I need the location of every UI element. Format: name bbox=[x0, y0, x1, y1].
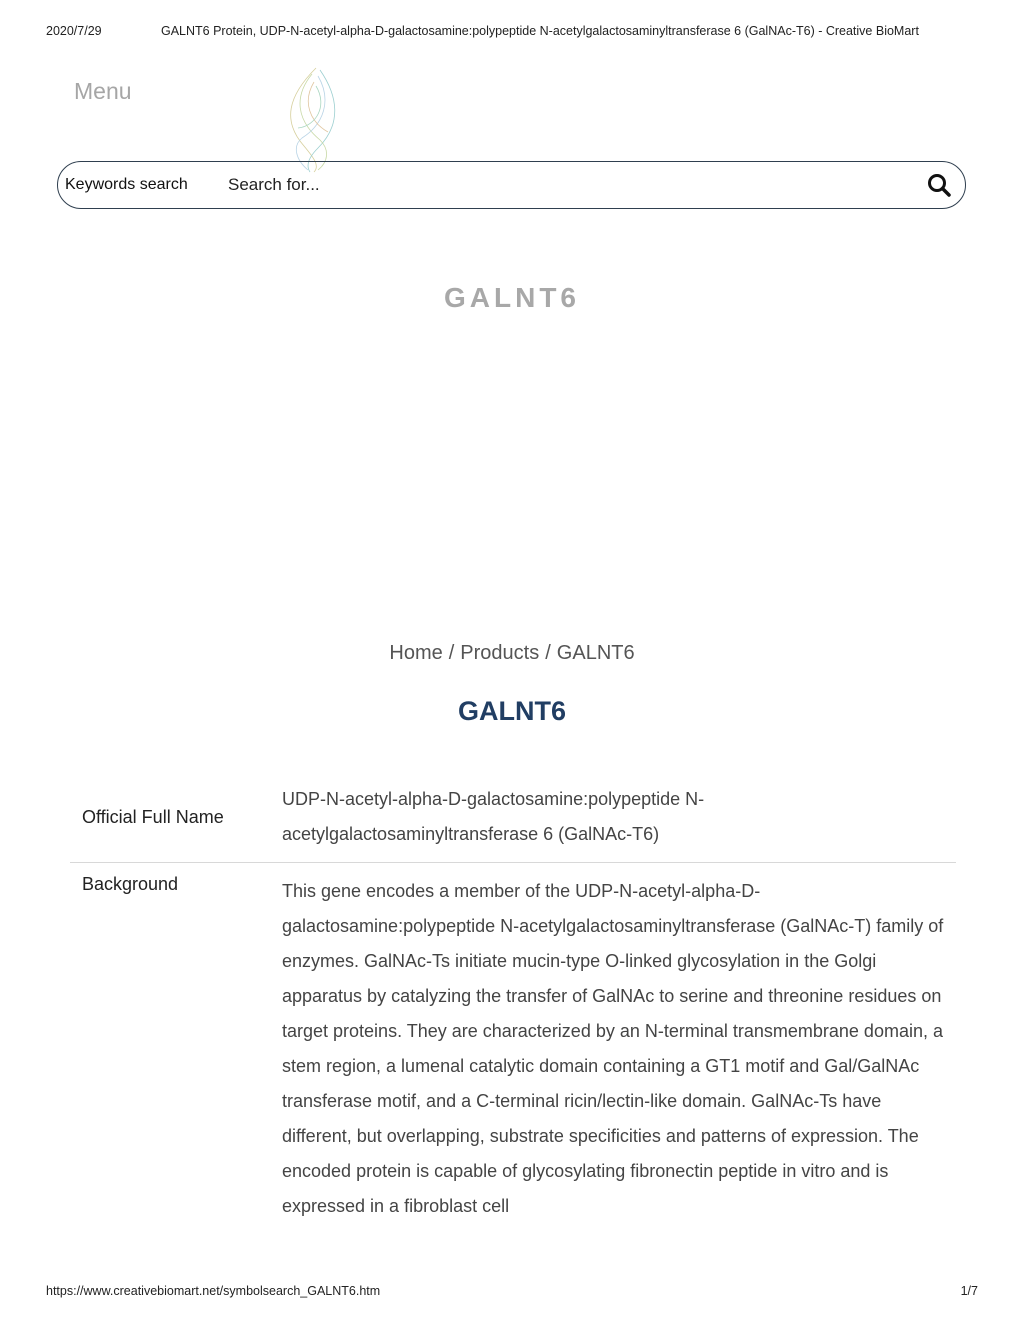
official-full-name-label: Official Full Name bbox=[82, 806, 224, 827]
breadcrumb-separator: / bbox=[448, 642, 455, 664]
hero-title: GALNT6 bbox=[444, 282, 580, 313]
print-date: 2020/7/29 bbox=[46, 24, 102, 38]
search-input[interactable] bbox=[228, 170, 926, 200]
print-page-number: 1/7 bbox=[960, 1284, 978, 1298]
background-value: This gene encodes a member of the UDP-N-acetyl-alpha-D-galactosamine:polypeptide N-acetylgalactosaminyltransferase (GalNAc-T) family of enzymes. GalNAc-Ts initiate mucin-type O-linked glycosylation in the Golgi apparatus by catalyzing the transfer of GalNAc to serine and threonine residues on target proteins. They are characterized by an N-terminal transmembrane domain, a stem region, a lumenal catalytic domain containing a GT1 motif and Gal/GalNAc transferase motif, and a C-terminal ricin/lectin-like domain. GalNAc-Ts have different, but overlapping, substrate specificities and patterns of expression. The encoded protein is capable of glycosylating fibronectin peptide in vitro and is expressed in a fibroblast cell bbox=[282, 881, 944, 1216]
info-row-official-name bbox=[70, 782, 956, 863]
search-bar bbox=[57, 161, 966, 209]
background-label: Background bbox=[82, 874, 179, 894]
product-title: GALNT6 bbox=[458, 696, 566, 726]
breadcrumb-home[interactable]: Home bbox=[389, 642, 443, 664]
menu-button[interactable]: Menu bbox=[74, 78, 132, 104]
breadcrumb-products[interactable]: Products bbox=[460, 642, 540, 664]
print-page-title: GALNT6 Protein, UDP-N-acetyl-alpha-D-galactosamine:polypeptide N-acetylgalactosaminyltransferase 6 (GalNAc-T6) - Creative BioMart bbox=[161, 24, 919, 38]
print-header bbox=[46, 24, 978, 38]
print-footer bbox=[46, 1284, 978, 1298]
info-row-background bbox=[70, 863, 956, 1224]
print-url: https://www.creativebiomart.net/symbolsearch_GALNT6.htm bbox=[46, 1284, 381, 1298]
official-full-name-value: UDP-N-acetyl-alpha-D-galactosamine:polypeptide N-acetylgalactosaminyltransferase 6 (GalNAc-T6) bbox=[282, 789, 705, 844]
breadcrumb-current: GALNT6 bbox=[556, 642, 635, 664]
breadcrumb bbox=[0, 642, 1024, 665]
search-label: Keywords search bbox=[65, 176, 188, 193]
search-icon[interactable] bbox=[926, 172, 952, 198]
breadcrumb-separator: / bbox=[545, 642, 551, 664]
logo-icon[interactable] bbox=[280, 66, 346, 174]
product-info-table bbox=[70, 782, 956, 1224]
